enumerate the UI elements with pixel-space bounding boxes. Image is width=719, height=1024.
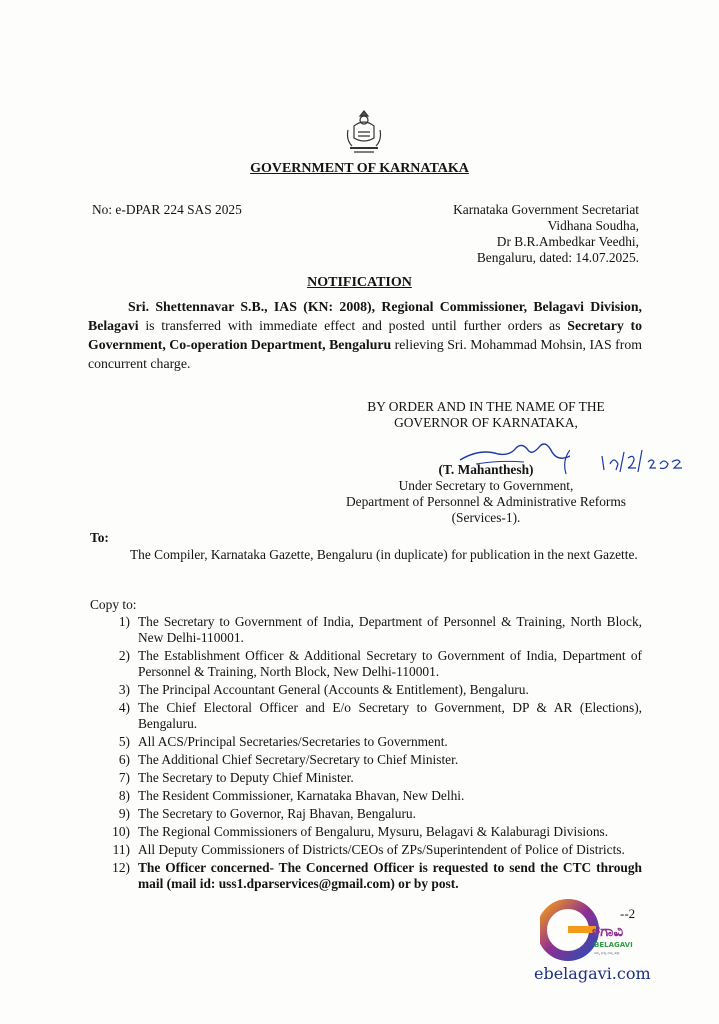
signing-officer [331,462,641,526]
copy-to-item [90,700,642,732]
copy-to-item-text: The Additional Chief Secretary/Secretary to Chief Minister. [138,752,459,767]
address-line: Dr B.R.Ambedkar Veedhi, [496,234,639,249]
address-line: Vidhana Soudha, [547,218,639,233]
officer-section: (Services-1). [451,510,521,525]
copy-to-item [90,770,642,786]
copy-to-item-number: 7) [118,770,130,785]
copy-to-item-number: 9) [118,806,130,821]
copy-to-item-number: 3) [118,682,130,697]
copy-to-label: Copy to: [90,597,137,612]
copy-to-item [90,614,642,646]
copy-to-item-text: The Principal Accountant General (Accounts & Entitlement), Bengaluru. [138,682,529,697]
copy-to-item-number: 4) [118,700,130,715]
order-authority [351,399,621,431]
copy-to-item [90,682,642,698]
karnataka-emblem-icon [340,108,388,158]
logo-belagavi-text: BELAGAVI [594,941,633,949]
to-label: To: [90,530,109,545]
body-text-end: relieving Sri. Mohammad Mohsin, IAS from concurrent charge. [88,337,642,371]
watermark-site-text: ebelagavi.com [534,964,651,983]
copy-to-item-number: 1) [118,614,130,629]
copy-to-item [90,806,642,822]
copy-to-item [90,824,642,840]
copy-to-item [90,842,642,858]
order-line: GOVERNOR OF KARNATAKA, [394,415,578,430]
copy-to-item-text: The Resident Commissioner, Karnataka Bhavan, New Delhi. [138,788,465,803]
copy-to-item-number: 8) [118,788,130,803]
address-line: Bengaluru, dated: 14.07.2025. [476,250,639,265]
page-continuation-marker: --2 [620,906,636,921]
officer-department: Department of Personnel & Administrative Reforms [345,494,627,509]
officer-name: (T. Mahanthesh) [438,462,534,477]
copy-to-item [90,734,642,750]
copy-to-item-number: 12) [112,860,130,875]
officer-designation: Under Secretary to Government, [398,478,574,493]
copy-to-item-number: 5) [118,734,130,749]
copy-to-item-text: The Officer concerned- The Concerned Officer is requested to send the CTC through mail (mail id: uss1.dparservices@gmail.com) or by post. [138,860,642,891]
body-text: is transferred with immediate effect and posted until further orders as [138,318,568,333]
copy-to-item [90,788,642,804]
notification-body [88,297,642,373]
order-line: BY ORDER AND IN THE NAME OF THE [367,399,605,414]
copy-to-item-number: 6) [118,752,130,767]
logo-tagline-text: ನಮ್ಮ ಸುದ್ದಿ ನಮ್ಮ ಹಕ್ಕು [594,951,620,955]
to-recipient [90,547,642,563]
officer-details: Sri. Shettennavar S.B., IAS (KN: 2008), Regional Commissioner, Belagavi Division, Belagavi [88,299,642,333]
notification-title: NOTIFICATION [307,275,412,290]
copy-to-item-text: The Secretary to Deputy Chief Minister. [138,770,354,785]
copy-to-item-text: The Establishment Officer & Additional Secretary to Government of India, Department of Personnel & Training, North Block, New Delhi-110001. [138,648,642,679]
government-heading: GOVERNMENT OF KARNATAKA [250,161,469,176]
copy-to-item-text: The Regional Commissioners of Bengaluru, Mysuru, Belagavi & Kalaburagi Divisions. [138,824,609,839]
copy-to-item-number: 10) [112,824,130,839]
copy-to-item-text: All Deputy Commissioners of Districts/CEOs of ZPs/Superintendent of Police of Districts. [138,842,625,857]
copy-to-item-text: The Secretary to Governor, Raj Bhavan, Bengaluru. [138,806,416,821]
copy-to-item-text: The Secretary to Government of India, Department of Personnel & Training, North Block, New Delhi-110001. [138,614,642,645]
address-line: Karnataka Government Secretariat [453,202,639,217]
copy-to-item [90,752,642,768]
copy-to-item [90,860,642,892]
copy-to-item-text: All ACS/Principal Secretaries/Secretaries to Government. [138,734,448,749]
to-recipient-text: The Compiler, Karnataka Gazette, Bengaluru (in duplicate) for publication in the next Gazette. [130,547,638,562]
new-posting: Secretary to Government, Co-operation Department, Bengaluru [88,318,642,352]
copy-to-item-number: 11) [112,842,130,857]
copy-to-item [90,648,642,680]
copy-to-item-number: 2) [118,648,130,663]
ebelagavi-logo-icon [540,896,650,966]
office-address [453,202,639,266]
logo-kannada-text: ಳಗಾವಿ [592,922,624,940]
copy-to-list [90,614,642,894]
copy-to-item-text: The Chief Electoral Officer and E/o Secretary to Government, DP & AR (Elections), Bengaluru. [138,700,642,731]
reference-number: No: e-DPAR 224 SAS 2025 [92,202,242,217]
